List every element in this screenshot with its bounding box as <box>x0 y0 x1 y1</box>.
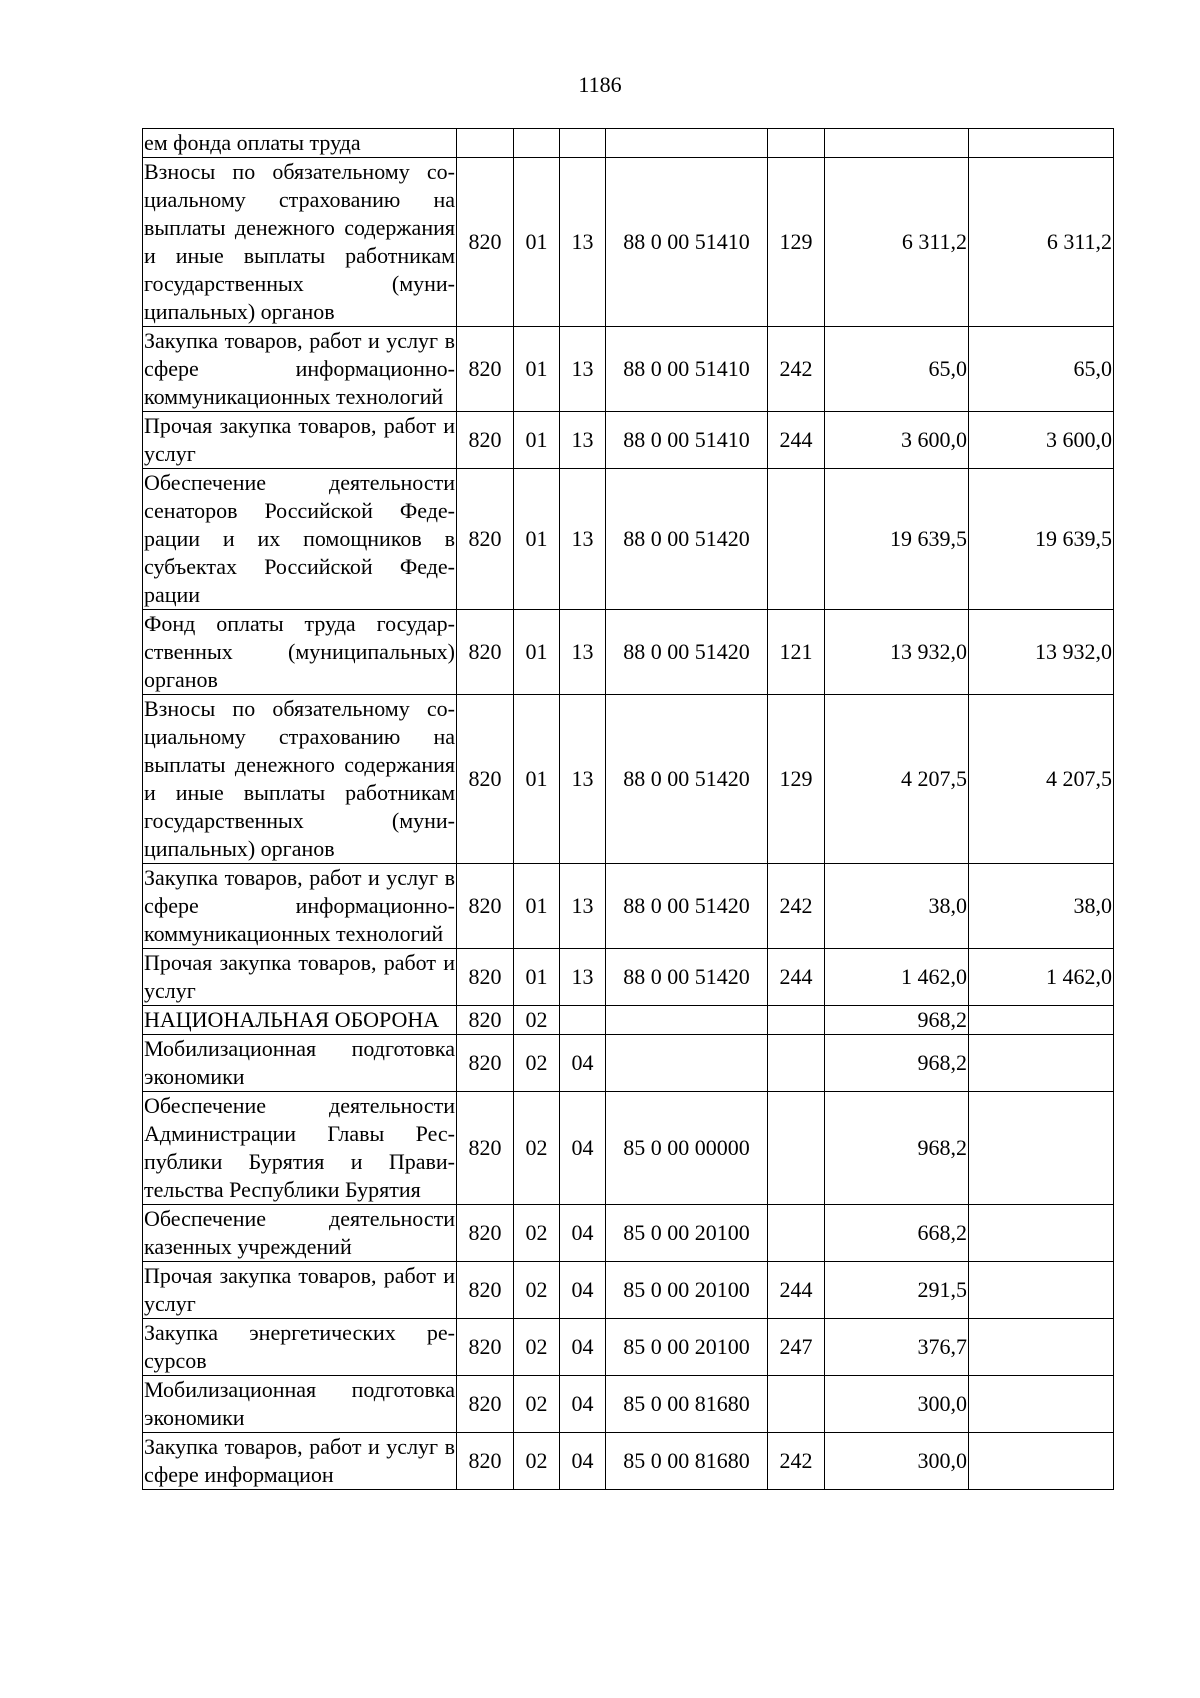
table-row <box>143 1092 1114 1205</box>
amount-year2-cell: 4 207,5 <box>969 695 1114 864</box>
amount-year1-cell: 1 462,0 <box>825 949 969 1006</box>
subsection-code-cell: 13 <box>560 610 606 695</box>
table-row <box>143 1262 1114 1319</box>
table-row <box>143 469 1114 610</box>
section-code-cell: 01 <box>514 158 560 327</box>
ministry-code-cell: 820 <box>457 949 514 1006</box>
target-article-cell: 85 0 00 20100 <box>606 1262 768 1319</box>
amount-year1-cell <box>825 129 969 158</box>
subsection-code-cell <box>560 1006 606 1035</box>
ministry-code-cell: 820 <box>457 1319 514 1376</box>
amount-year2-cell: 13 932,0 <box>969 610 1114 695</box>
amount-year2-cell <box>969 1319 1114 1376</box>
amount-year2-cell <box>969 1433 1114 1490</box>
ministry-code-cell: 820 <box>457 158 514 327</box>
subsection-code-cell: 13 <box>560 695 606 864</box>
section-code-cell: 01 <box>514 949 560 1006</box>
amount-year1-cell: 4 207,5 <box>825 695 969 864</box>
amount-year1-cell: 968,2 <box>825 1035 969 1092</box>
section-code-cell: 02 <box>514 1433 560 1490</box>
subsection-code-cell: 04 <box>560 1205 606 1262</box>
table-body <box>143 129 1114 1490</box>
row-name-cell: Закупка энергетических ресурсов <box>143 1319 457 1376</box>
ministry-code-cell: 820 <box>457 1376 514 1433</box>
expense-type-cell: 242 <box>768 327 825 412</box>
expense-type-cell: 129 <box>768 695 825 864</box>
row-name-cell: Взносы по обязательному социальному страхованию на выплаты денежного содержания и иные выплаты работникам государственных (муниципальных) органов <box>143 158 457 327</box>
table-row <box>143 1205 1114 1262</box>
amount-year1-cell: 65,0 <box>825 327 969 412</box>
amount-year2-cell <box>969 1006 1114 1035</box>
amount-year1-cell: 968,2 <box>825 1092 969 1205</box>
expense-type-cell: 244 <box>768 949 825 1006</box>
amount-year1-cell: 13 932,0 <box>825 610 969 695</box>
subsection-code-cell: 13 <box>560 949 606 1006</box>
row-name-cell: Взносы по обязательному социальному страхованию на выплаты денежного содержания и иные выплаты работникам государственных (муниципальных) органов <box>143 695 457 864</box>
subsection-code-cell: 04 <box>560 1319 606 1376</box>
target-article-cell <box>606 1006 768 1035</box>
subsection-code-cell: 04 <box>560 1433 606 1490</box>
ministry-code-cell: 820 <box>457 1205 514 1262</box>
amount-year1-cell: 376,7 <box>825 1319 969 1376</box>
amount-year1-cell: 38,0 <box>825 864 969 949</box>
ministry-code-cell: 820 <box>457 864 514 949</box>
ministry-code-cell: 820 <box>457 1092 514 1205</box>
expense-type-cell: 129 <box>768 158 825 327</box>
row-name-cell: Прочая закупка товаров, работ и услуг <box>143 412 457 469</box>
expense-type-cell <box>768 469 825 610</box>
table-row <box>143 1376 1114 1433</box>
target-article-cell <box>606 129 768 158</box>
target-article-cell: 88 0 00 51420 <box>606 864 768 949</box>
row-name-cell: Закупка товаров, работ и услуг в сфере информационно-коммуникационных технологий <box>143 327 457 412</box>
ministry-code-cell: 820 <box>457 412 514 469</box>
ministry-code-cell: 820 <box>457 695 514 864</box>
target-article-cell: 85 0 00 00000 <box>606 1092 768 1205</box>
amount-year2-cell <box>969 1092 1114 1205</box>
row-name-cell: Обеспечение деятельности сенаторов Российской Федерации и их помощников в субъектах Российской Федерации <box>143 469 457 610</box>
row-name-cell: Прочая закупка товаров, работ и услуг <box>143 1262 457 1319</box>
ministry-code-cell: 820 <box>457 1433 514 1490</box>
expense-type-cell: 242 <box>768 864 825 949</box>
subsection-code-cell: 13 <box>560 327 606 412</box>
target-article-cell: 85 0 00 81680 <box>606 1376 768 1433</box>
row-name-cell: Закупка товаров, работ и услуг в сфере информацион <box>143 1433 457 1490</box>
amount-year2-cell <box>969 1376 1114 1433</box>
row-name-cell: Обеспечение деятельности казенных учреждений <box>143 1205 457 1262</box>
expense-type-cell <box>768 1376 825 1433</box>
table-row <box>143 158 1114 327</box>
section-code-cell <box>514 129 560 158</box>
subsection-code-cell: 13 <box>560 469 606 610</box>
section-code-cell: 02 <box>514 1376 560 1433</box>
row-name-cell: Закупка товаров, работ и услуг в сфере информационно-коммуникационных технологий <box>143 864 457 949</box>
table-row <box>143 327 1114 412</box>
row-name-cell: Мобилизационная подготовка экономики <box>143 1376 457 1433</box>
target-article-cell: 85 0 00 81680 <box>606 1433 768 1490</box>
subsection-code-cell: 04 <box>560 1262 606 1319</box>
ministry-code-cell: 820 <box>457 469 514 610</box>
ministry-code-cell: 820 <box>457 610 514 695</box>
ministry-code-cell <box>457 129 514 158</box>
table-row <box>143 949 1114 1006</box>
subsection-code-cell <box>560 129 606 158</box>
target-article-cell: 88 0 00 51410 <box>606 412 768 469</box>
section-code-cell: 01 <box>514 412 560 469</box>
row-name-cell: Мобилизационная подготовка экономики <box>143 1035 457 1092</box>
table-row <box>143 610 1114 695</box>
subsection-code-cell: 04 <box>560 1035 606 1092</box>
table-row <box>143 864 1114 949</box>
amount-year2-cell: 6 311,2 <box>969 158 1114 327</box>
table-row <box>143 129 1114 158</box>
amount-year2-cell: 65,0 <box>969 327 1114 412</box>
amount-year1-cell: 3 600,0 <box>825 412 969 469</box>
target-article-cell: 85 0 00 20100 <box>606 1205 768 1262</box>
subsection-code-cell: 13 <box>560 864 606 949</box>
amount-year1-cell: 6 311,2 <box>825 158 969 327</box>
amount-year2-cell <box>969 1035 1114 1092</box>
expense-type-cell: 121 <box>768 610 825 695</box>
expense-type-cell: 244 <box>768 412 825 469</box>
subsection-code-cell: 13 <box>560 158 606 327</box>
row-name-cell: Прочая закупка товаров, работ и услуг <box>143 949 457 1006</box>
section-code-cell: 01 <box>514 469 560 610</box>
table-row <box>143 1433 1114 1490</box>
target-article-cell: 85 0 00 20100 <box>606 1319 768 1376</box>
subsection-code-cell: 13 <box>560 412 606 469</box>
expense-type-cell <box>768 1092 825 1205</box>
table-row <box>143 695 1114 864</box>
section-code-cell: 01 <box>514 610 560 695</box>
section-code-cell: 01 <box>514 864 560 949</box>
page-number: 1186 <box>578 72 622 97</box>
expense-type-cell: 242 <box>768 1433 825 1490</box>
amount-year2-cell: 3 600,0 <box>969 412 1114 469</box>
target-article-cell: 88 0 00 51420 <box>606 695 768 864</box>
amount-year1-cell: 300,0 <box>825 1376 969 1433</box>
subsection-code-cell: 04 <box>560 1376 606 1433</box>
amount-year1-cell: 968,2 <box>825 1006 969 1035</box>
section-code-cell: 02 <box>514 1205 560 1262</box>
section-code-cell: 02 <box>514 1035 560 1092</box>
ministry-code-cell: 820 <box>457 327 514 412</box>
amount-year1-cell: 291,5 <box>825 1262 969 1319</box>
expense-type-cell <box>768 1035 825 1092</box>
section-code-cell: 02 <box>514 1092 560 1205</box>
amount-year1-cell: 668,2 <box>825 1205 969 1262</box>
section-code-cell: 01 <box>514 327 560 412</box>
amount-year2-cell: 1 462,0 <box>969 949 1114 1006</box>
target-article-cell: 88 0 00 51420 <box>606 469 768 610</box>
section-code-cell: 01 <box>514 695 560 864</box>
row-name-cell: Обеспечение деятельности Администрации Главы Республики Бурятия и Правительства Республики Бурятия <box>143 1092 457 1205</box>
table-row <box>143 1035 1114 1092</box>
table-row <box>143 1006 1114 1035</box>
target-article-cell <box>606 1035 768 1092</box>
row-name-cell: НАЦИОНАЛЬНАЯ ОБОРОНА <box>143 1006 457 1035</box>
subsection-code-cell: 04 <box>560 1092 606 1205</box>
expense-type-cell: 244 <box>768 1262 825 1319</box>
row-name-cell: Фонд оплаты труда государственных (муниципальных) органов <box>143 610 457 695</box>
amount-year2-cell: 19 639,5 <box>969 469 1114 610</box>
expense-type-cell <box>768 1205 825 1262</box>
target-article-cell: 88 0 00 51410 <box>606 327 768 412</box>
table-row <box>143 412 1114 469</box>
row-name-cell: ем фонда оплаты труда <box>143 129 457 158</box>
section-code-cell: 02 <box>514 1262 560 1319</box>
amount-year2-cell: 38,0 <box>969 864 1114 949</box>
amount-year1-cell: 300,0 <box>825 1433 969 1490</box>
target-article-cell: 88 0 00 51420 <box>606 949 768 1006</box>
budget-table <box>142 128 1114 1490</box>
table-row <box>143 1319 1114 1376</box>
ministry-code-cell: 820 <box>457 1262 514 1319</box>
amount-year2-cell <box>969 1205 1114 1262</box>
expense-type-cell <box>768 129 825 158</box>
amount-year2-cell <box>969 1262 1114 1319</box>
amount-year2-cell <box>969 129 1114 158</box>
ministry-code-cell: 820 <box>457 1006 514 1035</box>
target-article-cell: 88 0 00 51420 <box>606 610 768 695</box>
ministry-code-cell: 820 <box>457 1035 514 1092</box>
expense-type-cell: 247 <box>768 1319 825 1376</box>
expense-type-cell <box>768 1006 825 1035</box>
section-code-cell: 02 <box>514 1319 560 1376</box>
section-code-cell: 02 <box>514 1006 560 1035</box>
amount-year1-cell: 19 639,5 <box>825 469 969 610</box>
target-article-cell: 88 0 00 51410 <box>606 158 768 327</box>
